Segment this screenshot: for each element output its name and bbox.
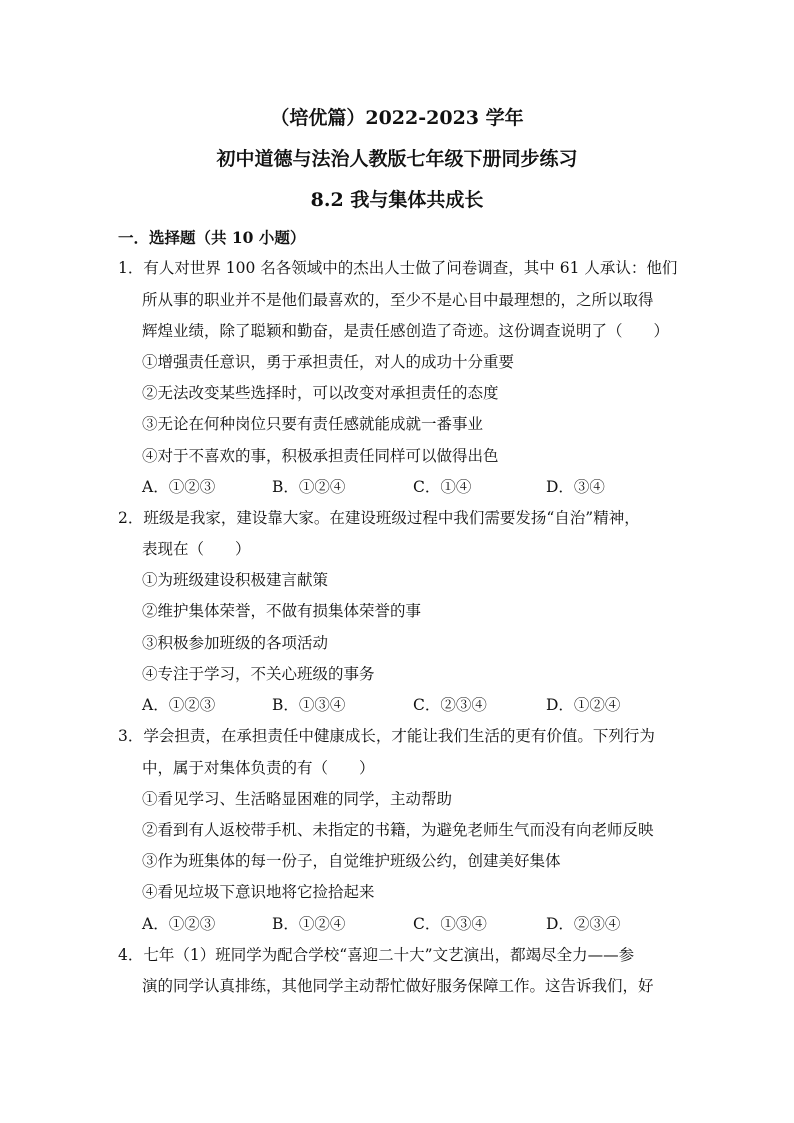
question-1-item: ①增强责任意识，勇于承担责任，对人的成功十分重要 [142,353,515,371]
question-1-stem: 所从事的职业并不是他们最喜欢的，至少不是心目中最理想的，之所以取得 [142,291,654,309]
question-3-stem: 3．学会担责，在承担责任中健康成长，才能让我们生活的更有价值。下列行为 [118,727,655,745]
question-3-item: ④看见垃圾下意识地将它捡拾起来 [142,883,375,901]
question-2-stem: 表现在（ ） [142,540,251,558]
document-title-lesson: 8.2 我与集体共成长 [310,189,484,211]
document-title-course: 初中道德与法治人教版七年级下册同步练习 [216,148,578,170]
question-1-option-c: C．①④ [413,478,472,496]
question-3-item: ③作为班集体的每一份子，自觉维护班级公约，创建美好集体 [142,852,561,870]
question-2-item: ②维护集体荣誉，不做有损集体荣誉的事 [142,602,422,620]
question-1-option-d: D．③④ [546,478,605,496]
question-1-item: ④对于不喜欢的事，积极承担责任同样可以做得出色 [142,447,499,465]
question-2-stem: 2．班级是我家，建设靠大家。在建设班级过程中我们需要发扬“自治”精神， [118,509,640,527]
question-3-item: ①看见学习、生活略显困难的同学，主动帮助 [142,790,453,808]
question-4-stem: 演的同学认真排练，其他同学主动帮忙做好服务保障工作。这告诉我们，好 [142,977,654,995]
question-1-item: ③无论在何种岗位只要有责任感就能成就一番事业 [142,415,484,433]
question-2-option-a: A．①②③ [142,696,216,714]
question-1-option-b: B．①②④ [272,478,346,496]
question-3-item: ②看到有人返校带手机、未指定的书籍，为避免老师生气而没有向老师反映 [142,821,654,839]
document-title-series: （培优篇）2022-2023 学年 [270,107,524,129]
question-3-option-c: C．①③④ [413,915,487,933]
question-2-option-c: C．②③④ [413,696,487,714]
question-2-item: ①为班级建设积极建言献策 [142,571,329,589]
question-3-option-b: B．①②④ [272,915,346,933]
question-4-stem: 4．七年（1）班同学为配合学校“喜迎二十大”文艺演出，都竭尽全力——参 [118,946,635,964]
question-3-option-a: A．①②③ [142,915,216,933]
question-1-stem: 1．有人对世界 100 名各领域中的杰出人士做了问卷调查，其中 61 人承认：他们 [118,259,678,277]
question-2-option-b: B．①③④ [272,696,346,714]
section-heading: 一．选择题（共 10 小题） [118,228,306,247]
question-1-stem: 辉煌业绩，除了聪颖和勤奋，是责任感创造了奇迹。这份调查说明了（ ） [142,322,670,340]
question-2-item: ④专注于学习，不关心班级的事务 [142,665,375,683]
question-2-item: ③积极参加班级的各项活动 [142,634,329,652]
question-3-stem: 中，属于对集体负责的有（ ） [142,759,375,777]
question-2-option-d: D．①②④ [546,696,621,714]
question-3-option-d: D．②③④ [546,915,621,933]
question-1-option-a: A．①②③ [142,478,216,496]
question-1-item: ②无法改变某些选择时，可以改变对承担责任的态度 [142,384,499,402]
